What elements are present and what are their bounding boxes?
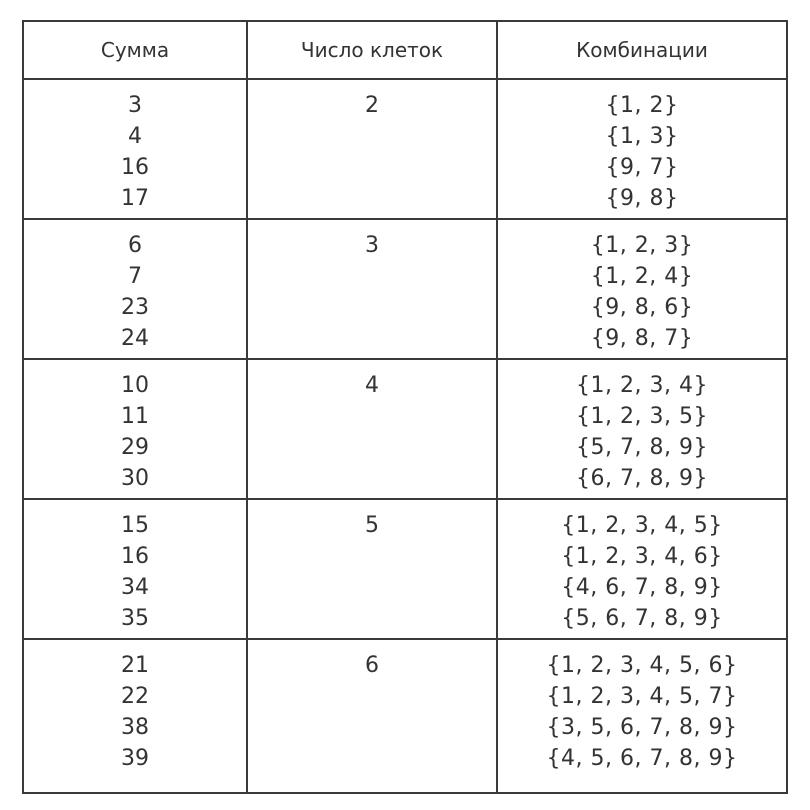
cell-count-cell	[247, 219, 497, 359]
sum-value: 7	[128, 264, 142, 289]
combination-value: {1, 2, 3, 4, 5}	[561, 513, 723, 538]
sum-value: 21	[121, 653, 149, 678]
combination-value: {5, 7, 8, 9}	[576, 435, 708, 460]
cell-count-value: 4	[365, 373, 379, 398]
sum-value: 34	[121, 575, 149, 600]
table-row	[23, 499, 787, 639]
sum-value: 23	[121, 295, 149, 320]
cell-count-cell	[247, 359, 497, 499]
combination-value: {1, 2, 3, 4, 5, 7}	[546, 684, 738, 709]
combination-value: {1, 2}	[605, 93, 679, 118]
sum-value: 16	[121, 544, 149, 569]
sum-cell	[23, 499, 247, 639]
combination-value: {9, 7}	[605, 155, 679, 180]
cell-count-value: 2	[365, 93, 379, 118]
cell-count-cell	[247, 499, 497, 639]
sum-value: 22	[121, 684, 149, 709]
combination-value: {1, 2, 3, 4, 6}	[561, 544, 723, 569]
sum-cell	[23, 359, 247, 499]
combinations-cell	[497, 79, 787, 219]
sum-value: 35	[121, 606, 149, 631]
combination-value: {5, 6, 7, 8, 9}	[561, 606, 723, 631]
combination-value: {1, 2, 4}	[590, 264, 694, 289]
cell-count-value: 6	[365, 653, 379, 678]
combinations-cell	[497, 639, 787, 793]
combinations-cell	[497, 499, 787, 639]
sum-cell	[23, 639, 247, 793]
sum-value: 30	[121, 466, 149, 491]
sum-value: 38	[121, 715, 149, 740]
combinations-cell	[497, 359, 787, 499]
sum-combinations-table	[22, 20, 788, 794]
cell-count-cell	[247, 79, 497, 219]
combination-value: {4, 6, 7, 8, 9}	[561, 575, 723, 600]
combination-value: {6, 7, 8, 9}	[576, 466, 708, 491]
table-row	[23, 639, 787, 793]
sum-cell	[23, 219, 247, 359]
sum-value: 17	[121, 186, 149, 211]
sum-value: 10	[121, 373, 149, 398]
sum-value: 15	[121, 513, 149, 538]
table-row	[23, 219, 787, 359]
combination-value: {1, 3}	[605, 124, 679, 149]
table-body	[23, 79, 787, 793]
combination-value: {3, 5, 6, 7, 8, 9}	[546, 715, 738, 740]
combinations-cell	[497, 219, 787, 359]
sum-value: 39	[121, 746, 149, 771]
combination-value: {1, 2, 3}	[590, 233, 694, 258]
combination-value: {1, 2, 3, 4, 5, 6}	[546, 653, 738, 678]
combination-value: {1, 2, 3, 4}	[576, 373, 708, 398]
sum-value: 29	[121, 435, 149, 460]
sum-value: 16	[121, 155, 149, 180]
header-cell-count: Число клеток	[247, 21, 497, 79]
header-row	[23, 21, 787, 79]
sum-value: 4	[128, 124, 142, 149]
combination-value: {9, 8, 6}	[590, 295, 694, 320]
table-row	[23, 79, 787, 219]
combination-value: {1, 2, 3, 5}	[576, 404, 708, 429]
cropped-text-fragment	[0, 0, 810, 8]
sum-value: 3	[128, 93, 142, 118]
combination-value: {4, 5, 6, 7, 8, 9}	[546, 746, 738, 771]
header-combinations: Комбинации	[497, 21, 787, 79]
table-row	[23, 359, 787, 499]
cell-count-value: 3	[365, 233, 379, 258]
sum-cell	[23, 79, 247, 219]
header-sum: Сумма	[23, 21, 247, 79]
cell-count-value: 5	[365, 513, 379, 538]
cell-count-cell	[247, 639, 497, 793]
sum-value: 6	[128, 233, 142, 258]
combination-value: {9, 8, 7}	[590, 326, 694, 351]
sum-value: 24	[121, 326, 149, 351]
combination-value: {9, 8}	[605, 186, 679, 211]
sum-value: 11	[121, 404, 149, 429]
